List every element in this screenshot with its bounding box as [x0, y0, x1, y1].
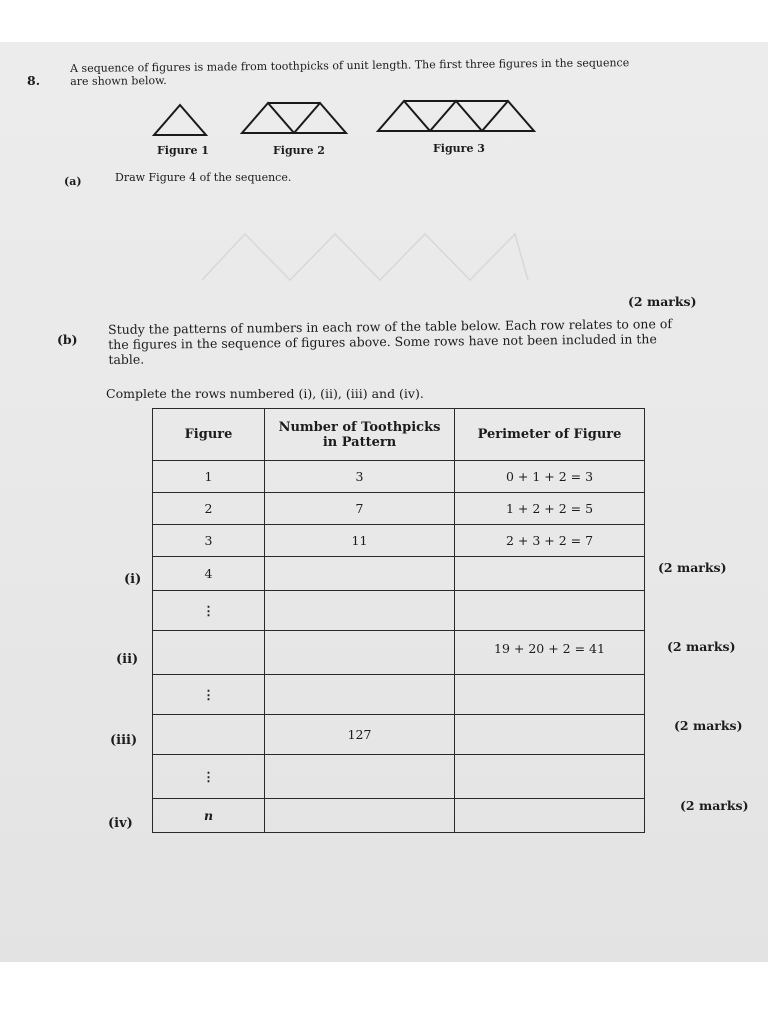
- header-figure: Figure: [153, 409, 265, 461]
- row-label-iv: (iv): [108, 816, 133, 831]
- cell-perimeter: 19 + 20 + 2 = 41: [455, 631, 645, 675]
- marks-iii: (2 marks): [674, 718, 743, 733]
- triangle: [378, 101, 430, 131]
- cell-toothpicks: 3: [265, 461, 455, 493]
- cell-figure: 4: [153, 557, 265, 591]
- row-label-i: (i): [124, 572, 142, 587]
- part-b-line-3: table.: [108, 351, 145, 367]
- table-row-gap: [153, 591, 645, 631]
- cell-perimeter: [455, 675, 645, 715]
- pattern-table: [152, 408, 645, 833]
- table-row: [153, 461, 645, 493]
- figure-1-drawing: [152, 102, 212, 138]
- table-row-gap: [153, 755, 645, 799]
- cell-toothpicks-answer[interactable]: [265, 631, 455, 675]
- figure-3-label: Figure 3: [433, 142, 485, 155]
- cell-perimeter: 1 + 2 + 2 = 5: [455, 493, 645, 525]
- cell-toothpicks: 127: [265, 715, 455, 755]
- triangle: [482, 101, 534, 131]
- intro-line-1: A sequence of figures is made from toothpicks of unit length. The first three figures in the sequence: [70, 56, 630, 75]
- triangle: [430, 101, 482, 131]
- cell-figure: n: [153, 799, 265, 833]
- cell-figure: 3: [153, 525, 265, 557]
- table-header-row: [153, 409, 645, 461]
- cell-toothpicks: [265, 755, 455, 799]
- faint-lines: [202, 234, 528, 280]
- figure-2-label: Figure 2: [273, 144, 325, 157]
- cell-toothpicks-answer[interactable]: [265, 799, 455, 833]
- part-a-marks: (2 marks): [628, 294, 697, 309]
- figure-1-label: Figure 1: [157, 144, 209, 157]
- table-row: [153, 525, 645, 557]
- table-row: [153, 493, 645, 525]
- part-b-line-2: the figures in the sequence of figures above. Some rows have not been included in the: [108, 331, 657, 352]
- cell-perimeter: 0 + 1 + 2 = 3: [455, 461, 645, 493]
- cell-figure-answer[interactable]: [153, 715, 265, 755]
- cell-figure: 2: [153, 493, 265, 525]
- triangle: [294, 103, 346, 133]
- intro-line-2: are shown below.: [70, 73, 167, 88]
- table-row-ii: [153, 631, 645, 675]
- cell-figure-answer[interactable]: [153, 631, 265, 675]
- part-b-text: [108, 316, 718, 367]
- cell-perimeter: [455, 591, 645, 631]
- cell-toothpicks: 7: [265, 493, 455, 525]
- part-b-label: (b): [57, 332, 78, 347]
- header-perimeter: Perimeter of Figure: [455, 409, 645, 461]
- row-label-iii: (iii): [110, 733, 138, 748]
- table-row-i: [153, 557, 645, 591]
- cell-perimeter-answer[interactable]: [455, 799, 645, 833]
- marks-iv: (2 marks): [680, 798, 749, 813]
- cell-toothpicks: [265, 675, 455, 715]
- cell-perimeter: 2 + 3 + 2 = 7: [455, 525, 645, 557]
- cell-vertical-ellipsis: ⋮: [153, 755, 265, 799]
- marks-ii: (2 marks): [667, 639, 736, 654]
- row-label-ii: (ii): [116, 652, 139, 667]
- table-row-iii: [153, 715, 645, 755]
- part-a-text: Draw Figure 4 of the sequence.: [115, 171, 292, 184]
- cell-perimeter-answer[interactable]: [455, 715, 645, 755]
- show-through-marks: [200, 232, 530, 282]
- cell-perimeter: [455, 755, 645, 799]
- cell-vertical-ellipsis: ⋮: [153, 591, 265, 631]
- figure-3-drawing: [376, 98, 541, 134]
- figure-2-drawing: [240, 100, 355, 136]
- cell-toothpicks: 11: [265, 525, 455, 557]
- part-b-line-1: Study the patterns of numbers in each row of the table below. Each row relates to one of: [108, 316, 673, 337]
- cell-figure: 1: [153, 461, 265, 493]
- triangle: [154, 105, 206, 135]
- cell-vertical-ellipsis: ⋮: [153, 675, 265, 715]
- header-toothpicks: Number of Toothpicks in Pattern: [265, 409, 455, 461]
- part-a-label: (a): [64, 175, 82, 188]
- table-row-iv: [153, 799, 645, 833]
- cell-toothpicks: [265, 591, 455, 631]
- triangle: [242, 103, 294, 133]
- question-number: 8.: [27, 73, 41, 88]
- marks-i: (2 marks): [658, 560, 727, 575]
- cell-toothpicks-answer[interactable]: [265, 557, 455, 591]
- cell-perimeter-answer[interactable]: [455, 557, 645, 591]
- table-row-gap: [153, 675, 645, 715]
- part-b-instruction: Complete the rows numbered (i), (ii), (iii) and (iv).: [106, 386, 424, 401]
